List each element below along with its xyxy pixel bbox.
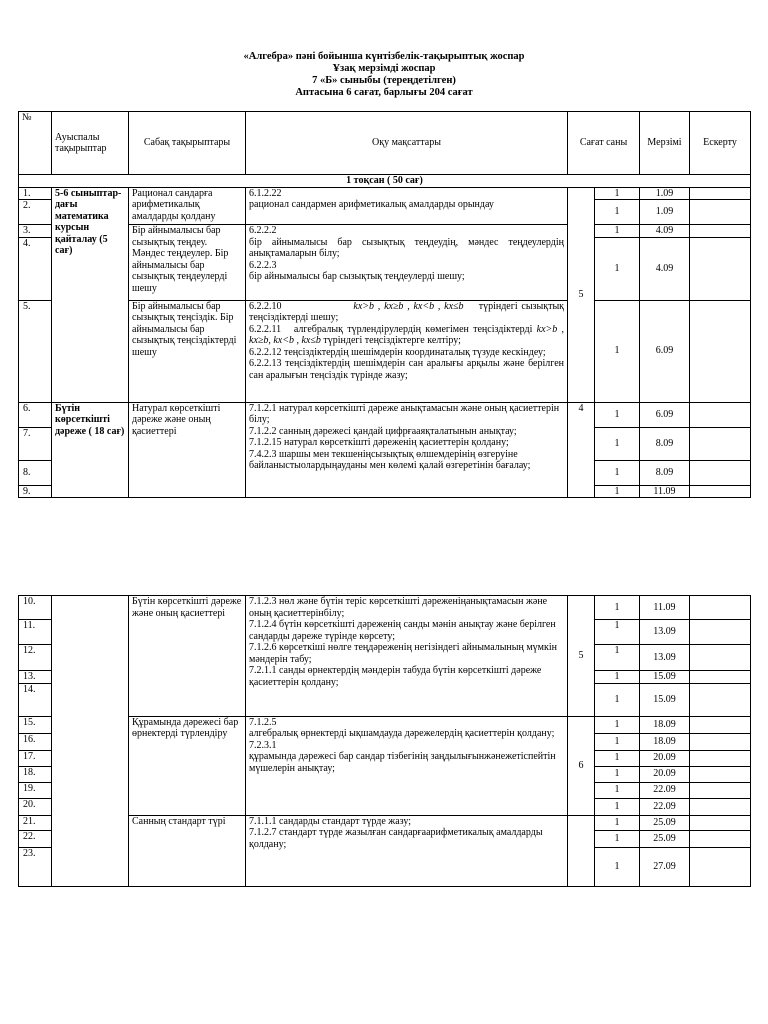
row-num: 17. [19, 750, 52, 766]
objective-cell: 7.1.2.5 алгебралық өрнектерді ықшамдауда дәрежелердің қасиеттерін қолдану; 7.2.3.1 құрамында дәрежесі бар сандар тізбегінің заңдылығынжәнежетіспейтін мүшелерін анықтау; [246, 716, 568, 815]
objective-cell [246, 300, 568, 402]
date-cell: 1.09 [640, 200, 690, 225]
date-cell: 27.09 [640, 847, 690, 886]
row-num: 7. [19, 427, 52, 460]
note-cell [690, 782, 751, 798]
objective-cell: 7.1.1.1 сандарды стандарт түрде жазу; 7.1.2.7 стандарт түрде жазылған сандарғаарифметикалық амалдарды қолдану; [246, 815, 568, 886]
header-num: № [19, 112, 52, 175]
lesson-hours: 1 [595, 766, 640, 782]
date-cell: 8.09 [640, 460, 690, 485]
doc-hours: Аптасына 6 сағат, барлығы 204 сағат [295, 87, 473, 98]
row-num: 18. [19, 766, 52, 782]
objective-cell: 7.1.2.1 натурал көрсеткішті дәреже анықтамасын және оның қасиеттерін білу; 7.1.2.2 санның дәрежесі қандай цифрғааяқталатынын анықтау; 7.1.2.15 натурал көрсеткішті дәреженің қасиеттерін қолдану; 7.4.2.3 шаршы мен текшеніңсызықтық өлшемдерінің өзгеруіне байланыстыолардыңауданы мен көлемі қалай өзгеретінін бағалау; [246, 402, 568, 498]
hours-cell [568, 815, 595, 886]
note-cell [690, 766, 751, 782]
note-cell [690, 427, 751, 460]
objective-code: 6.2.2.3 [249, 259, 277, 271]
lesson-hours: 1 [595, 671, 640, 684]
lesson-hours: 1 [595, 815, 640, 830]
date-cell: 4.09 [640, 237, 690, 300]
lesson-hours: 1 [595, 200, 640, 225]
note-cell [690, 671, 751, 684]
note-cell [690, 237, 751, 300]
lesson-cell: Натурал көрсеткішті дәреже және оның қасиеттері [129, 402, 246, 498]
doc-plan: Ұзақ мерзімді жоспар [332, 63, 436, 74]
row-num: 19. [19, 782, 52, 798]
lesson-hours: 1 [595, 237, 640, 300]
date-cell: 4.09 [640, 225, 690, 238]
objective-code: 6.2.2.2 [249, 225, 277, 236]
note-cell [690, 683, 751, 716]
doc-class: 7 «Б» сыныбы (тереңдетілген) [312, 75, 456, 86]
topic-cell [52, 596, 129, 887]
objective-cell [246, 187, 568, 225]
objective-line: 6.2.2.12 теңсіздіктердің шешімдерін координаталық түзуде кескіндеу; [249, 346, 546, 358]
row-num: 12. [19, 645, 52, 671]
date-cell: 25.09 [640, 815, 690, 830]
lesson-cell: Бүтін көрсеткішті дәреже және оның қасиеттері [129, 596, 246, 717]
topic-cell: 5-6 сыныптар-дағы математика курсын қайталау (5 сағ) [52, 187, 129, 402]
row-num: 14. [19, 683, 52, 716]
hours-cell: 5 [568, 596, 595, 717]
objective-cell: 7.1.2.3 нөл және бүтін теріс көрсеткішті дәреженіңанықтамасын және оның қасиеттерінбілу; 7.1.2.4 бүтін көрсеткішті дәреженің санды мәнін анықтау және берілген сандарды дәреже түрінде көрсету; 7.1.2.6 көрсеткіші нөлге теңдәреженің негізіндегі айнымалының мүмкін мәндерін табу; 7.2.1.1 санды өрнектердің мәндерін табуда бүтін көрсеткішті дәреже қасиеттерін қолдану; [246, 596, 568, 717]
topic-cell: Бүтін көрсеткішті дәреже ( 18 сағ) [52, 402, 129, 498]
hours-cell: 4 [568, 402, 595, 498]
date-cell: 13.09 [640, 645, 690, 671]
objective-text: бір айнымалысы бар сызықтық теңдеудің, мәндес теңдеулердің анықтамаларын білу; [249, 236, 564, 259]
row-num: 10. [19, 596, 52, 620]
date-cell: 20.09 [640, 750, 690, 766]
date-cell: 18.09 [640, 716, 690, 733]
hours-cell: 6 [568, 716, 595, 815]
objective-cell [246, 225, 568, 301]
date-cell: 18.09 [640, 733, 690, 750]
note-cell [690, 200, 751, 225]
plan-table-2 [18, 595, 751, 887]
lesson-hours: 1 [595, 683, 640, 716]
note-cell [690, 750, 751, 766]
lesson-hours: 1 [595, 225, 640, 238]
lesson-hours: 1 [595, 485, 640, 498]
header-lesson: Сабақ тақырыптары [129, 112, 246, 175]
note-cell [690, 187, 751, 200]
date-cell: 15.09 [640, 671, 690, 684]
lesson-hours: 1 [595, 733, 640, 750]
lesson-hours: 1 [595, 830, 640, 847]
date-cell: 13.09 [640, 620, 690, 645]
row-num: 4. [19, 237, 52, 300]
note-cell [690, 225, 751, 238]
date-cell: 11.09 [640, 485, 690, 498]
note-cell [690, 300, 751, 402]
objective-line: 6.2.2.11 алгебралық түрлендірулердің көмегімен теңсіздіктерді kx>b , kx≥b, kx<b , kx≤b түріндегі теңсіздіктерге келтіру; [249, 323, 565, 346]
doc-title: «Алгебра» пәні бойынша күнтізбелік-тақырыптық жоспар [243, 51, 525, 62]
objective-line: 6.2.2.13 теңсіздіктердің шешімдерін сан аралығы арқылы және берілген сан аралығын теңсіздік түрінде жазу; [249, 358, 564, 381]
date-cell: 1.09 [640, 187, 690, 200]
lesson-hours: 1 [595, 596, 640, 620]
note-cell [690, 485, 751, 498]
note-cell [690, 798, 751, 815]
row-num: 3. [19, 225, 52, 238]
lesson-hours: 1 [595, 460, 640, 485]
row-num: 1. [19, 187, 52, 200]
lesson-hours: 1 [595, 300, 640, 402]
date-cell: 25.09 [640, 830, 690, 847]
hours-cell: 5 [568, 187, 595, 402]
note-cell [690, 460, 751, 485]
lesson-hours: 1 [595, 782, 640, 798]
header-note: Ескерту [690, 112, 751, 175]
objective-text: рационал сандармен арифметикалық амалдарды орындау [249, 199, 494, 210]
lesson-cell: Бір айнымалысы бар сызықтық теңсіздік. Бір айнымалысы бар сызықтық теңсіздіктерді шешу [129, 300, 246, 402]
note-cell [690, 620, 751, 645]
lesson-cell: Бір айнымалысы бар сызықтық теңдеу. Мәндес теңдеулер. Бір айнымалысы бар сызықтық теңдеулерді шешу [129, 225, 246, 301]
lesson-hours: 1 [595, 187, 640, 200]
row-num: 8. [19, 460, 52, 485]
document-header [0, 51, 768, 99]
note-cell [690, 815, 751, 830]
lesson-hours: 1 [595, 716, 640, 733]
note-cell [690, 402, 751, 427]
lesson-hours: 1 [595, 847, 640, 886]
date-cell: 6.09 [640, 402, 690, 427]
lesson-hours: 1 [595, 620, 640, 645]
date-cell: 15.09 [640, 683, 690, 716]
header-topic: Ауыспалы тақырыптар [52, 112, 129, 175]
objective-text: бір айнымалысы бар сызықтық теңдеулерді шешу; [249, 271, 465, 282]
row-num: 9. [19, 485, 52, 498]
date-cell: 20.09 [640, 766, 690, 782]
note-cell [690, 847, 751, 886]
note-cell [690, 596, 751, 620]
date-cell: 11.09 [640, 596, 690, 620]
lesson-hours: 1 [595, 645, 640, 671]
inequality-formula: kx>b , kx≥b, kx<b , kx≤b [249, 323, 565, 346]
row-num: 2. [19, 200, 52, 225]
lesson-cell: Рационал сандарға арифметикалық амалдарды қолдану [129, 187, 246, 225]
lesson-hours: 1 [595, 427, 640, 460]
row-num: 20. [19, 798, 52, 815]
inequality-formula: kx>b , kx≥b , kx<b , kx≤b [353, 300, 464, 312]
note-cell [690, 830, 751, 847]
row-num: 15. [19, 716, 52, 733]
row-num: 16. [19, 733, 52, 750]
header-objectives: Оқу мақсаттары [246, 112, 568, 175]
lesson-hours: 1 [595, 402, 640, 427]
plan-table-1 [18, 111, 751, 498]
row-num: 22. [19, 830, 52, 847]
note-cell [690, 716, 751, 733]
date-cell: 22.09 [640, 782, 690, 798]
row-num: 5. [19, 300, 52, 402]
header-date: Мерзімі [640, 112, 690, 175]
quarter-row: 1 тоқсан ( 50 сағ) [19, 175, 751, 188]
header-hours: Сағат саны [568, 112, 640, 175]
lesson-cell: Санның стандарт түрі [129, 815, 246, 886]
row-num: 23. [19, 847, 52, 886]
date-cell: 8.09 [640, 427, 690, 460]
row-num: 11. [19, 620, 52, 645]
row-num: 21. [19, 815, 52, 830]
row-num: 6. [19, 402, 52, 427]
objective-code: 6.1.2.22 [249, 187, 282, 199]
note-cell [690, 733, 751, 750]
lesson-hours: 1 [595, 750, 640, 766]
date-cell: 22.09 [640, 798, 690, 815]
note-cell [690, 645, 751, 671]
objective-line: 6.2.2.10 kx>b , kx≥b , kx<b , kx≤b түріндегі сызықтық теңсіздіктерді шешу; [249, 300, 565, 323]
lesson-cell: Құрамында дәрежесі бар өрнектерді түрлендіру [129, 716, 246, 815]
lesson-hours: 1 [595, 798, 640, 815]
row-num: 13. [19, 671, 52, 684]
date-cell: 6.09 [640, 300, 690, 402]
